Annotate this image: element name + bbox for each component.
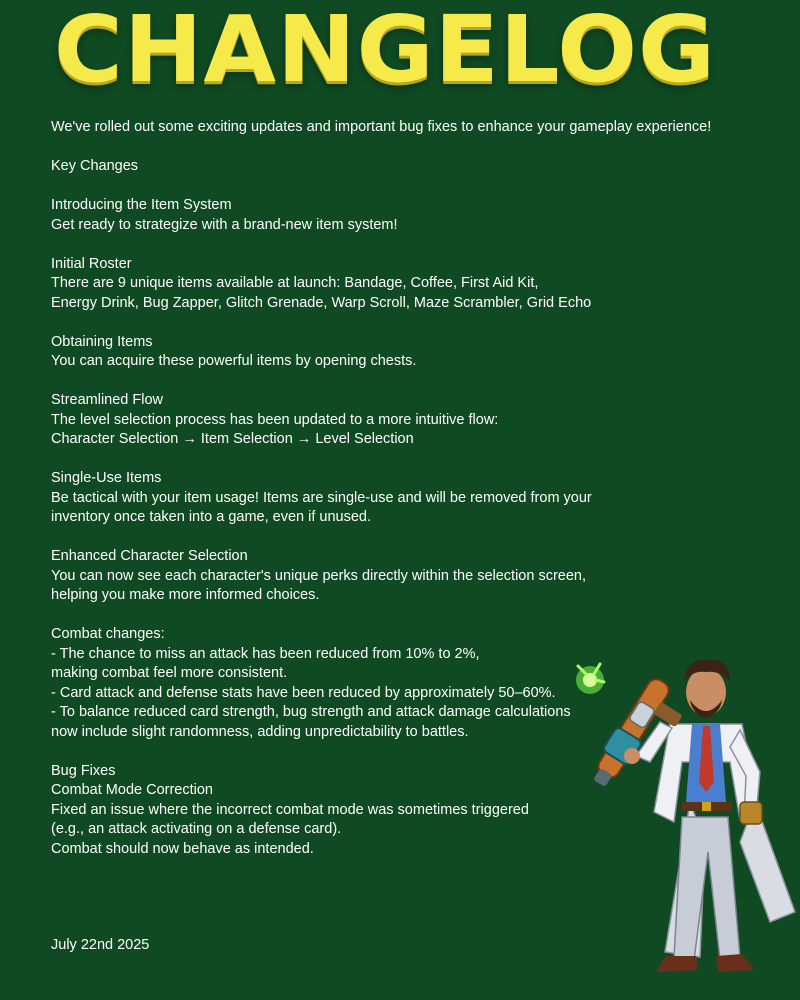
section-line: You can now see each character's unique perks directly within the selection screen, (51, 567, 587, 584)
section-line: - Card attack and defense stats have been reduced by approximately 50–60%. (51, 684, 556, 701)
section-heading: Combat changes: (51, 626, 165, 642)
release-date: July 22nd 2025 (51, 937, 150, 953)
section-line: making combat feel more consistent. (51, 665, 288, 681)
scientist-character-illustration (570, 652, 800, 992)
section-line: The level selection process has been updated to a more intuitive flow: (51, 411, 499, 428)
section-heading: Introducing the Item System (51, 197, 232, 213)
section-line: Fixed an issue where the incorrect combat mode was sometimes triggered (51, 801, 529, 818)
section-line: helping you make more informed choices. (51, 587, 320, 603)
section-line: Energy Drink, Bug Zapper, Glitch Grenade, Warp Scroll, Maze Scrambler, Grid Echo (51, 294, 592, 311)
section-heading: Enhanced Character Selection (51, 548, 248, 564)
section-line: You can acquire these powerful items by opening chests. (51, 353, 417, 369)
section-heading: Key Changes (51, 158, 139, 174)
section-line: Be tactical with your item usage! Items are single-use and will be removed from your (51, 489, 592, 506)
section-line: - To balance reduced card strength, bug strength and attack damage calculations (51, 704, 571, 720)
section-line: Character Selection → Item Selection → Level Selection (51, 431, 414, 447)
section-line: inventory once taken into a game, even if unused. (51, 509, 372, 525)
section-line: Combat should now behave as intended. (51, 840, 314, 857)
section-line: - The chance to miss an attack has been reduced from 10% to 2%, (51, 645, 480, 662)
section-line: (e.g., an attack activating on a defense card). (51, 821, 342, 837)
section-heading: Single-Use Items (51, 470, 162, 486)
changelog-title: CHANGELOG (53, 0, 717, 103)
section-heading: Initial Roster (51, 255, 132, 272)
intro-text: We've rolled out some exciting updates and important bug fixes to enhance your gameplay experience! (51, 119, 712, 135)
section-line: There are 9 unique items available at launch: Bandage, Coffee, First Aid Kit, (51, 275, 539, 291)
section-heading: Bug Fixes (51, 762, 116, 779)
section-line: Combat Mode Correction (51, 782, 213, 798)
section-heading: Streamlined Flow (51, 392, 164, 408)
section-line: Get ready to strategize with a brand-new item system! (51, 216, 398, 233)
section-line: now include slight randomness, adding unpredictability to battles. (51, 723, 469, 740)
section-heading: Obtaining Items (51, 333, 153, 350)
